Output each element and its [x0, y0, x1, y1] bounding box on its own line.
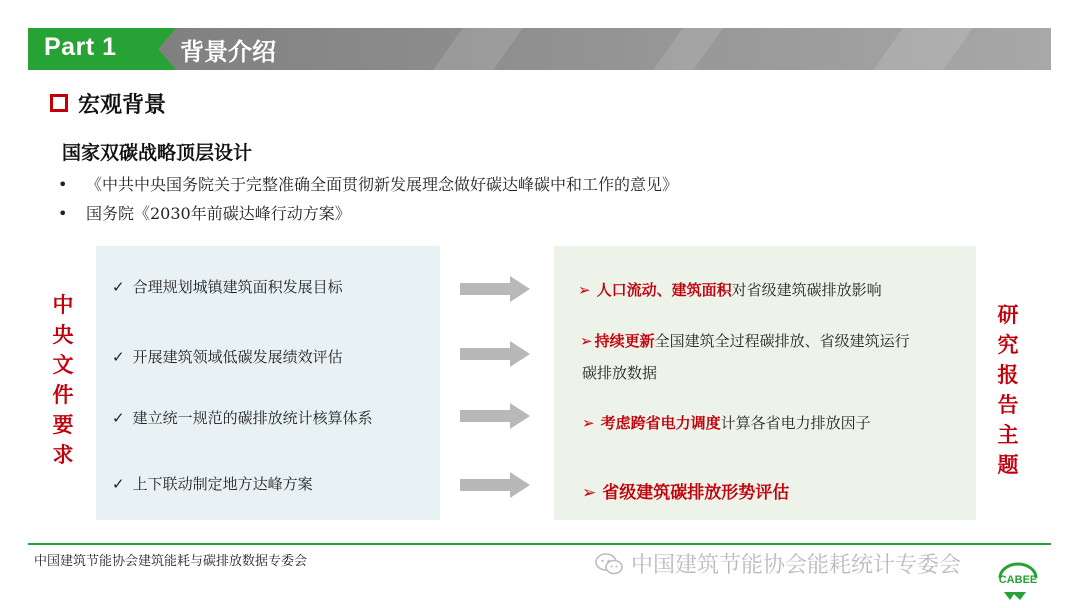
right-item-highlight: 持续更新	[594, 332, 655, 350]
strategy-bullet	[58, 201, 351, 224]
watermark-text: 中国建筑节能协会能耗统计专委会	[631, 553, 962, 578]
right-item-highlight: 考虑跨省电力调度	[600, 414, 721, 432]
right-item	[582, 412, 871, 433]
left-item-text: 上下联动制定地方达峰方案	[132, 475, 313, 493]
strategy-bullet-text: 国务院《2030年前碳达峰行动方案》	[86, 204, 351, 223]
right-arrow-icon	[460, 403, 532, 429]
left-item	[112, 276, 343, 297]
right-item-continuation: 碳排放数据	[582, 364, 658, 382]
strategy-bullet-text: 《中共中央国务院关于完整准确全面贯彻新发展理念做好碳达峰碳中和工作的意见》	[86, 175, 679, 194]
right-arrow-icon	[460, 341, 532, 367]
bullet-dot-icon: •	[58, 175, 68, 194]
left-item	[112, 407, 373, 428]
arrow-marker-icon: ➢	[582, 414, 595, 432]
arrow-marker-icon: ➢	[582, 483, 597, 503]
footer-divider	[28, 543, 1051, 545]
right-arrow-icon	[460, 276, 532, 302]
bullet-dot-icon: •	[58, 204, 68, 223]
left-item-text: 建立统一规范的碳排放统计核算体系	[132, 409, 373, 427]
left-item-text: 开展建筑领域低碳发展绩效评估	[132, 348, 343, 366]
check-icon: ✓	[112, 475, 125, 493]
right-item-text: 对省级建筑碳排放影响	[731, 281, 882, 299]
right-vertical-label	[995, 300, 1021, 480]
check-icon: ✓	[112, 409, 125, 427]
strategy-heading: 国家双碳战略顶层设计	[62, 142, 253, 164]
check-icon: ✓	[112, 278, 125, 296]
right-arrow-icon	[460, 472, 532, 498]
check-icon: ✓	[112, 348, 125, 366]
cabee-logo	[990, 562, 1046, 602]
arrow-marker-icon: ➢	[580, 332, 593, 350]
left-item	[112, 346, 343, 367]
right-item-text: 全国建筑全过程碳排放、省级建筑运行	[654, 332, 910, 350]
left-item-text: 合理规划城镇建筑面积发展目标	[132, 278, 343, 296]
wechat-icon	[595, 553, 623, 575]
section-title: 宏观背景	[78, 92, 167, 118]
right-item	[578, 279, 882, 300]
right-item-highlight: 省级建筑碳排放形势评估	[602, 483, 790, 503]
right-item-highlight: 人口流动、建筑面积	[596, 281, 732, 299]
part-label: Part 1	[44, 33, 117, 61]
left-item	[112, 473, 313, 494]
right-item	[582, 478, 789, 503]
footer-org: 中国建筑节能协会建筑能耗与碳排放数据专委会	[34, 554, 308, 569]
left-vertical-label	[50, 290, 76, 470]
right-vertical-text: 研究报告主题	[997, 302, 1019, 477]
right-item	[580, 330, 910, 351]
part-title: 背景介绍	[180, 38, 276, 66]
right-item-text: 计算各省电力排放因子	[720, 414, 871, 432]
strategy-bullet	[58, 172, 678, 195]
watermark	[595, 548, 961, 579]
left-vertical-text: 中央文件要求	[52, 292, 74, 467]
hollow-square-icon	[50, 94, 68, 112]
logo-text: CABEE	[998, 574, 1038, 586]
arrow-marker-icon: ➢	[578, 281, 591, 299]
